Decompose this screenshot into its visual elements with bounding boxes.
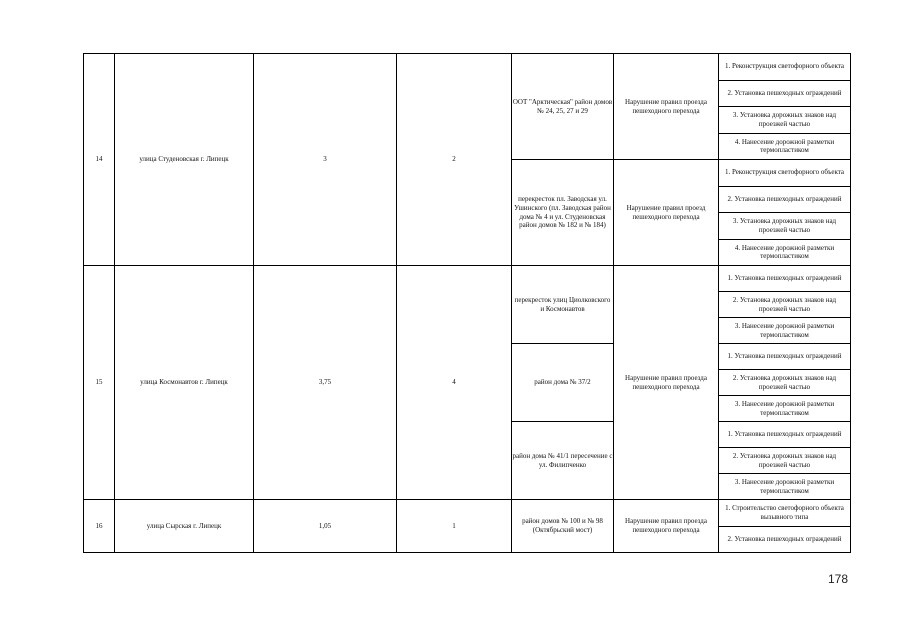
value-a-cell: 3 (254, 54, 397, 266)
measure-cell: 2. Установка дорожных знаков над проезжей частью (719, 370, 851, 396)
measure-cell: 2. Установка дорожных знаков над проезжей частью (719, 448, 851, 474)
street-cell: улица Студеновская г. Липецк (115, 54, 254, 266)
measure-cell: 2. Установка пешеходных ограждений (719, 186, 851, 213)
measure-cell: 3. Нанесение дорожной разметки термопластиком (719, 396, 851, 422)
table-row (84, 54, 851, 81)
violation-cell: Нарушение правил проезда пешеходного перехода (614, 266, 719, 500)
measure-cell: 1. Реконструкция светофорного объекта (719, 54, 851, 81)
value-a-cell: 1,05 (254, 500, 397, 553)
value-b-cell: 1 (397, 500, 512, 553)
street-cell: улица Сырская г. Липецк (115, 500, 254, 553)
measure-cell: 3. Установка дорожных знаков над проезжей частью (719, 213, 851, 240)
page-number: 178 (828, 572, 849, 586)
violation-cell: Нарушение правил проезда пешеходного перехода (614, 54, 719, 160)
violation-cell: Нарушение правил проезда пешеходного перехода (614, 500, 719, 553)
table-row (84, 500, 851, 527)
violation-cell: Нарушение правил проезд пешеходного перехода (614, 160, 719, 266)
value-b-cell: 2 (397, 54, 512, 266)
measure-cell: 1. Реконструкция светофорного объекта (719, 160, 851, 187)
measure-cell: 2. Установка дорожных знаков над проезжей частью (719, 292, 851, 318)
measure-cell: 2. Установка пешеходных ограждений (719, 80, 851, 107)
measures-table (83, 53, 851, 553)
row-number: 14 (84, 54, 115, 266)
table-row (84, 266, 851, 292)
measure-cell: 3. Нанесение дорожной разметки термопластиком (719, 318, 851, 344)
measure-cell: 1. Строительство светофорного объекта вызывного типа (719, 500, 851, 527)
value-b-cell: 4 (397, 266, 512, 500)
location-cell: перекресток пл. Заводская ул. Ушинского (пл. Заводская район дома № 4 и ул. Студеновская район домов № 182 и № 184) (512, 160, 614, 266)
value-a-cell: 3,75 (254, 266, 397, 500)
location-cell: перекресток улиц Циолковского и Космонавтов (512, 266, 614, 344)
measure-cell: 4. Нанесение дорожной разметки термопластиком (719, 133, 851, 160)
measure-cell: 1. Установка пешеходных ограждений (719, 422, 851, 448)
location-cell: ООТ "Арктическая" район домов № 24, 25, 27 и 29 (512, 54, 614, 160)
row-number: 16 (84, 500, 115, 553)
measure-cell: 3. Нанесение дорожной разметки термопластиком (719, 474, 851, 500)
location-cell: район дома № 41/1 пересечение с ул. Филипченко (512, 422, 614, 500)
measure-cell: 3. Установка дорожных знаков над проезжей частью (719, 107, 851, 134)
location-cell: район домов № 100 и № 98 (Октябрьский мост) (512, 500, 614, 553)
measure-cell: 1. Установка пешеходных ограждений (719, 266, 851, 292)
location-cell: район дома № 37/2 (512, 344, 614, 422)
row-number: 15 (84, 266, 115, 500)
measure-cell: 4. Нанесение дорожной разметки термопластиком (719, 239, 851, 266)
street-cell: улица Космонавтов г. Липецк (115, 266, 254, 500)
measure-cell: 2. Установка пешеходных ограждений (719, 526, 851, 553)
measure-cell: 1. Установка пешеходных ограждений (719, 344, 851, 370)
